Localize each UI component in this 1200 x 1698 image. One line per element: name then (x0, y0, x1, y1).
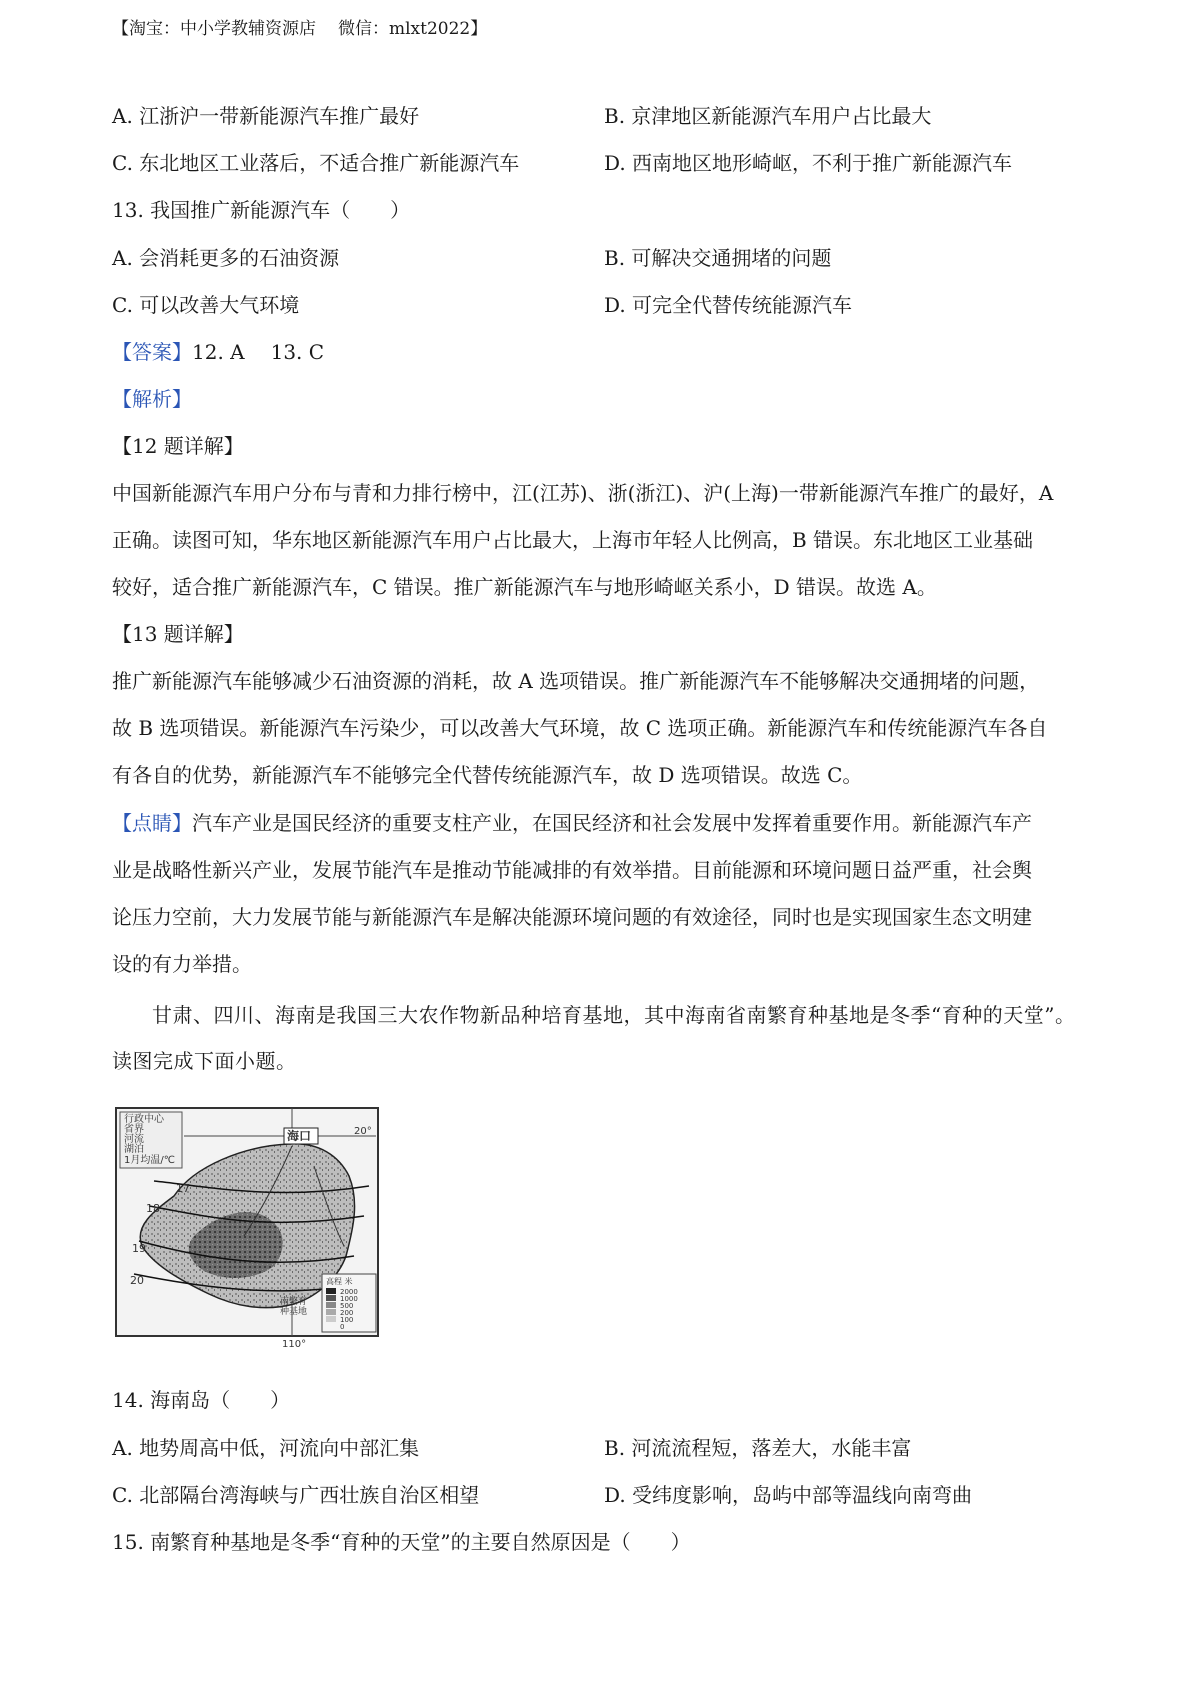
header-wechat: 微信：mlxt2022】 (338, 19, 488, 39)
tip-line: 设的有力举措。 (112, 952, 252, 976)
answer-label: 【答案】 (112, 340, 192, 364)
tip-paragraph (112, 800, 1097, 988)
legend-item: 湖泊 (124, 1144, 144, 1155)
analysis-label: 【解析】 (112, 387, 192, 411)
q12-option-c: C. 东北地区工业落后，不适合推广新能源汽车 (112, 151, 520, 175)
intro-line: 读图完成下面小题。 (112, 1049, 297, 1073)
lon-label: 110° (282, 1339, 307, 1350)
detail13-line: 有各自的优势，新能源汽车不能够完全代替传统能源汽车，故 D 选项错误。故选 C。 (112, 763, 863, 787)
detail13-line: 推广新能源汽车能够减少石油资源的消耗，故 A 选项错误。推广新能源汽车不能够解决交通拥堵的问题， (112, 669, 1040, 693)
elevation-value: 2000 (340, 1288, 358, 1296)
q13-option-b: B. 可解决交通拥堵的问题 (604, 246, 832, 270)
legend-item: 河流 (124, 1134, 144, 1145)
q12-option-b: B. 京津地区新能源汽车用户占比最大 (604, 104, 932, 128)
elevation-value: 1000 (340, 1295, 358, 1303)
hainan-map (114, 1106, 382, 1350)
q14-option-b: B. 河流流程短，落差大，水能丰富 (604, 1436, 912, 1460)
elevation-value: 500 (340, 1302, 354, 1310)
isotherm-label: 20 (130, 1274, 144, 1287)
q12-option-a: A. 江浙沪一带新能源汽车推广最好 (112, 104, 420, 128)
q14-option-a: A. 地势周高中低，河流向中部汇集 (112, 1436, 420, 1460)
detail12-title: 【12 题详解】 (112, 434, 244, 458)
elevation-value: 100 (340, 1316, 354, 1324)
tip-label: 【点睛】 (112, 811, 192, 835)
haikou-label: 海口 (287, 1129, 312, 1143)
elevation-value: 0 (340, 1323, 345, 1331)
answer-line (112, 340, 324, 364)
hainan-map-svg (114, 1106, 382, 1350)
q13-stem: 13. 我国推广新能源汽车（ ） (112, 198, 411, 222)
q13-option-a: A. 会消耗更多的石油资源 (112, 246, 340, 270)
base-label: 南繁育 (280, 1297, 308, 1307)
answer-12: 12. A (192, 340, 245, 364)
legend-item: 行政中心 (124, 1114, 164, 1125)
base-label: 种基地 (280, 1307, 308, 1317)
header-shop: 【淘宝：中小学教辅资源店 (112, 19, 316, 39)
header-watermark (112, 18, 487, 40)
detail12-line: 较好，适合推广新能源汽车，C 错误。推广新能源汽车与地形崎岖关系小，D 错误。故选 A。 (112, 575, 937, 599)
tip-line: 论压力空前，大力发展节能与新能源汽车是解决能源环境问题的有效途径，同时也是实现国家生态文明建 (112, 905, 1032, 929)
q15-stem: 15. 南繁育种基地是冬季“育种的天堂”的主要自然原因是（ ） (112, 1530, 691, 1554)
q14-stem: 14. 海南岛（ ） (112, 1388, 291, 1412)
isotherm-label: 19 (132, 1242, 146, 1255)
tip-line: 业是战略性新兴产业，发展节能汽车是推动节能减排的有效举措。目前能源和环境问题日益严重，社会舆 (112, 858, 1032, 882)
detail13-paragraph (112, 658, 1097, 799)
legend-item: 1月均温/℃ (124, 1155, 175, 1166)
legend-item: 省界 (124, 1124, 144, 1135)
detail12-paragraph (112, 470, 1097, 611)
q14-option-c: C. 北部隔台湾海峡与广西壮族自治区相望 (112, 1483, 480, 1507)
answer-13: 13. C (270, 340, 325, 364)
q13-option-d: D. 可完全代替传统能源汽车 (604, 293, 853, 317)
q12-option-d: D. 西南地区地形崎岖，不利于推广新能源汽车 (604, 151, 1013, 175)
isotherm-label: 17 (176, 1182, 190, 1195)
elevation-value: 200 (340, 1309, 354, 1317)
detail12-line: 中国新能源汽车用户分布与青和力排行榜中，江(江苏)、浙(浙江)、沪(上海)一带新能源汽车推广的最好，A (112, 481, 1054, 505)
q13-option-c: C. 可以改善大气环境 (112, 293, 300, 317)
q14-option-d: D. 受纬度影响，岛屿中部等温线向南弯曲 (604, 1483, 973, 1507)
detail13-line: 故 B 选项错误。新能源汽车污染少，可以改善大气环境，故 C 选项正确。新能源汽车和传统能源汽车各自 (112, 716, 1048, 740)
intro-line: 甘肃、四川、海南是我国三大农作物新品种培育基地，其中海南省南繁育种基地是冬季“育种的天堂”。 (152, 1003, 1076, 1027)
detail12-line: 正确。读图可知，华东地区新能源汽车用户占比最大，上海市年轻人比例高，B 错误。东北地区工业基础 (112, 528, 1034, 552)
material-intro (112, 992, 1102, 1084)
tip-line: 【点睛】汽车产业是国民经济的重要支柱产业，在国民经济和社会发展中发挥着重要作用。新能源汽车产 (112, 811, 1032, 835)
elevation-title: 高程 米 (326, 1277, 353, 1286)
lat-label: 20° (354, 1126, 372, 1137)
detail13-title: 【13 题详解】 (112, 622, 244, 646)
isotherm-label: 18 (146, 1202, 160, 1215)
